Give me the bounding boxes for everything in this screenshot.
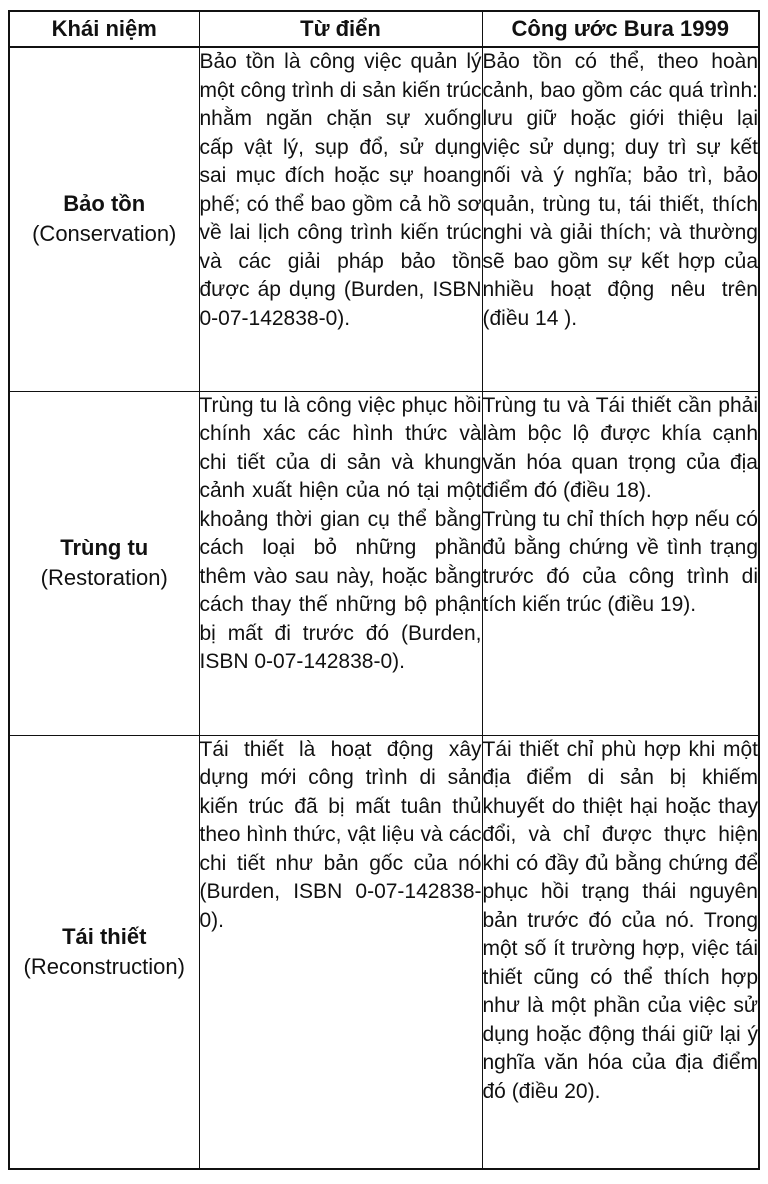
concept-name: Trùng tu — [60, 535, 149, 560]
concept-name: Bảo tồn — [63, 191, 146, 217]
burra-cell-conservation — [482, 47, 759, 391]
burra-paragraph: Bảo tồn có thể, theo hoàn cảnh, bao gồm các quá trình: lưu giữ hoặc giới thiệu lại việc sử dụng; duy trì sự kết nối và ý nghĩa; bảo trì, bảo quản, trùng tu, tái thiết, thích nghi và giải thích; và thường sẽ bao gồm sự kết hợp của nhiều hoạt động nêu trên (điều 14 ). — [482, 50, 758, 330]
table-row — [9, 735, 759, 1169]
dictionary-text: Tái thiết là hoạt động xây dựng mới công trình di sản kiến trúc đã bị mất tuân thủ theo hình thức, vật liệu và các chi tiết như bản gốc của nó (Burden, ISBN 0-07-142838-0). — [199, 737, 482, 932]
concept-english: (Reconstruction) — [23, 953, 185, 979]
dictionary-text: Trùng tu là công việc phục hồi chính xác các hình thức và chi tiết của di sản và khung cảnh xuất hiện của nó tại một khoảng thời gian cụ thể bằng cách loại bỏ những phần thêm vào sau này, hoặc bằng cách thay thế những bộ phận bị mất đi trước đó (Burden, ISBN 0-07-142838-0). — [199, 393, 482, 673]
header-row — [9, 11, 759, 47]
heritage-terms-table — [8, 10, 760, 1170]
dictionary-text: Bảo tồn là công việc quản lý một công trình di sản kiến trúc nhằm ngăn chặn sự xuống cấp vật lý, sụp đổ, sử dụng sai mục đích hoặc sự hoang phế; có thể bao gồm cả hồ sơ về lai lịch công trình kiến trúc và các giải pháp bảo tồn được áp dụng (Burden, ISBN 0-07-142838-0). — [199, 50, 482, 330]
column-header-burra: Công ước Bura 1999 — [482, 11, 759, 47]
column-header-dictionary: Từ điển — [199, 11, 482, 47]
concept-cell-restoration — [9, 391, 199, 735]
dictionary-cell-restoration — [199, 391, 482, 735]
dictionary-cell-reconstruction — [199, 735, 482, 1169]
burra-paragraph: Trùng tu và Tái thiết cần phải làm bộc lộ được khía cạnh văn hóa quan trọng của địa điểm đó (điều 18). — [482, 393, 758, 502]
dictionary-cell-conservation — [199, 47, 482, 391]
concept-english: (Conservation) — [32, 221, 177, 247]
column-header-concept: Khái niệm — [9, 11, 199, 47]
burra-cell-restoration — [482, 391, 759, 735]
concept-cell-reconstruction — [9, 735, 199, 1169]
concept-name: Tái thiết — [62, 923, 147, 949]
burra-paragraph: Tái thiết chỉ phù hợp khi một địa điểm di sản bị khiếm khuyết do thiệt hại hoặc thay đổi, và chỉ được thực hiện khi có đầy đủ bằng chứng để phục hồi trạng thái nguyên bản trước đó của nó. Trong một số ít trường hợp, việc tái thiết cũng có thể thích hợp như là một phần của việc sử dụng hoặc động thái giữ lại ý nghĩa văn hóa của địa điểm đó (điều 20). — [482, 737, 758, 1103]
burra-paragraph: Trùng tu chỉ thích hợp nếu có đủ bằng chứng về tình trạng trước đó của công trình di tích kiến trúc (điều 19). — [482, 507, 758, 616]
concept-english: (Restoration) — [40, 565, 168, 590]
concept-cell-conservation — [9, 47, 199, 391]
table-row — [9, 391, 759, 735]
burra-cell-reconstruction — [482, 735, 759, 1169]
table-row — [9, 47, 759, 391]
